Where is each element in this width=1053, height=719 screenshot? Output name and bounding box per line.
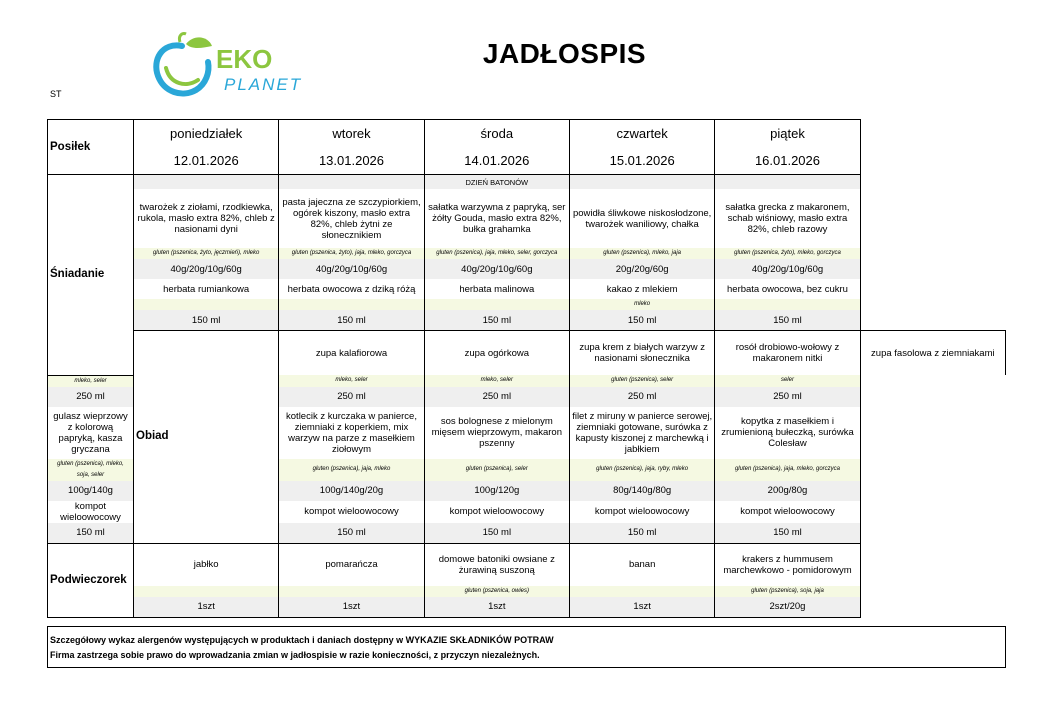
lunch-main-portion-3: 100g/120g <box>424 481 569 501</box>
breakfast-dish-portion-2: 40g/20g/10g/60g <box>279 259 424 279</box>
breakfast-drink-5: herbata owocowa, bez cukru <box>715 279 860 299</box>
lunch-main-2: kotlecik z kurczaka w panierce, ziemniaki z koperkiem, mix warzyw na parze z masełkiem ziołowym <box>279 407 424 459</box>
breakfast-dish-portion-4: 20g/20g/60g <box>569 259 714 279</box>
meal-label-breakfast: Śniadanie <box>48 175 134 376</box>
lunch-main-allergens-3: gluten (pszenica), seler <box>424 459 569 481</box>
breakfast-drink-portion-4: 150 ml <box>569 310 714 331</box>
lunch-drink-portion-2: 150 ml <box>279 523 424 544</box>
meal-column-header: Posiłek <box>48 120 134 175</box>
breakfast-drink-portion-2: 150 ml <box>279 310 424 331</box>
lunch-soup-portion-2: 250 ml <box>279 387 424 407</box>
day-date-4: 15.01.2026 <box>569 147 714 175</box>
lunch-soup-5: zupa fasolowa z ziemniakami <box>860 331 1005 376</box>
lunch-drink-3: kompot wieloowocowy <box>424 501 569 523</box>
lunch-main-allergens-2: gluten (pszenica), jaja, mleko <box>279 459 424 481</box>
snack-dish-5: krakers z hummusem marchewkowo - pomidorowym <box>715 543 860 586</box>
lunch-drink-portion-3: 150 ml <box>424 523 569 544</box>
lunch-main-portion-2: 100g/140g/20g <box>279 481 424 501</box>
snack-dish-allergens-3: gluten (pszenica, owies) <box>424 586 569 597</box>
day-date-2: 13.01.2026 <box>279 147 424 175</box>
breakfast-dish-allergens-1: gluten (pszenica, żyto, jęczmień), mleko <box>134 248 279 259</box>
lunch-drink-2: kompot wieloowocowy <box>279 501 424 523</box>
special-day-cell-1 <box>134 175 279 190</box>
lunch-soup-allergens-5: seler <box>715 375 860 387</box>
breakfast-drink-portion-1: 150 ml <box>134 310 279 331</box>
snack-dish-3: domowe batoniki owsiane z żurawiną suszoną <box>424 543 569 586</box>
breakfast-dish-allergens-4: gluten (pszenica), mleko, jaja <box>569 248 714 259</box>
breakfast-dish-allergens-2: gluten (pszenica, żyto), jaja, mleko, gorczyca <box>279 248 424 259</box>
breakfast-dish-1: twarożek z ziołami, rzodkiewka, rukola, masło extra 82%, chleb z nasionami dyni <box>134 189 279 248</box>
snack-dish-allergens-1 <box>134 586 279 597</box>
snack-dish-portion-3: 1szt <box>424 597 569 618</box>
breakfast-dish-portion-3: 40g/20g/10g/60g <box>424 259 569 279</box>
snack-dish-allergens-5: gluten (pszenica), soja, jaja <box>715 586 860 597</box>
lunch-soup-4: rosół drobiowo-wołowy z makaronem nitki <box>715 331 860 376</box>
breakfast-drink-allergens-1 <box>134 299 279 310</box>
breakfast-dish-5: sałatka grecka z makaronem, schab wiśniowy, masło extra 82%, chleb razowy <box>715 189 860 248</box>
breakfast-drink-4: kakao z mlekiem <box>569 279 714 299</box>
lunch-main-1: gulasz wieprzowy z kolorową papryką, kasza gryczana <box>48 407 134 459</box>
day-name-4: czwartek <box>569 120 714 148</box>
note-label: ST <box>50 89 62 99</box>
lunch-main-portion-4: 80g/140g/80g <box>569 481 714 501</box>
lunch-main-allergens-5: gluten (pszenica), jaja, mleko, gorczyca <box>715 459 860 481</box>
special-day-cell-4 <box>569 175 714 190</box>
breakfast-drink-portion-3: 150 ml <box>424 310 569 331</box>
lunch-soup-allergens-2: mleko, seler <box>279 375 424 387</box>
lunch-soup-portion-4: 250 ml <box>569 387 714 407</box>
day-name-5: piątek <box>715 120 860 148</box>
snack-dish-portion-2: 1szt <box>279 597 424 618</box>
lunch-main-4: filet z miruny w panierce serowej, ziemniaki gotowane, surówka z kapusty kiszonej z marchewką i jabłkiem <box>569 407 714 459</box>
lunch-main-portion-5: 200g/80g <box>715 481 860 501</box>
footer-allergen-note: Szczegółowy wykaz alergenów występujących w produktach i daniach dostępny w WYKAZIE SKŁADNIKÓW POTRAW <box>50 635 554 645</box>
breakfast-dish-3: sałatka warzywna z papryką, ser żółty Gouda, masło extra 82%, bułka grahamka <box>424 189 569 248</box>
special-day-cell-3: DZIEŃ BATONÓW <box>424 175 569 190</box>
lunch-drink-5: kompot wieloowocowy <box>715 501 860 523</box>
lunch-soup-portion-1: 250 ml <box>48 387 134 407</box>
snack-dish-2: pomarańcza <box>279 543 424 586</box>
lunch-soup-1: zupa kalafiorowa <box>279 331 424 376</box>
snack-dish-portion-5: 2szt/20g <box>715 597 860 618</box>
lunch-main-3: sos bolognese z mielonym mięsem wieprzowym, makaron pszenny <box>424 407 569 459</box>
lunch-drink-1: kompot wieloowocowy <box>48 501 134 523</box>
breakfast-dish-4: powidła śliwkowe niskosłodzone, twarożek waniliowy, chałka <box>569 189 714 248</box>
page-title: JADŁOSPIS <box>482 38 647 69</box>
snack-dish-allergens-2 <box>279 586 424 597</box>
lunch-main-portion-1: 100g/140g <box>48 481 134 501</box>
meal-label-snack: Podwieczorek <box>48 543 134 617</box>
lunch-soup-3: zupa krem z białych warzyw z nasionami słonecznika <box>569 331 714 376</box>
breakfast-drink-3: herbata malinowa <box>424 279 569 299</box>
special-day-cell-5 <box>715 175 860 190</box>
breakfast-drink-2: herbata owocowa z dziką różą <box>279 279 424 299</box>
lunch-soup-portion-5: 250 ml <box>715 387 860 407</box>
breakfast-dish-allergens-5: gluten (pszenica, żyto), mleko, gorczyca <box>715 248 860 259</box>
snack-dish-1: jabłko <box>134 543 279 586</box>
breakfast-dish-allergens-3: gluten (pszenica), jaja, mleko, seler, gorczyca <box>424 248 569 259</box>
lunch-soup-2: zupa ogórkowa <box>424 331 569 376</box>
day-name-2: wtorek <box>279 120 424 148</box>
breakfast-dish-2: pasta jajeczna ze szczypiorkiem, ogórek kiszony, masło extra 82%, chleb żytni ze słonecznikiem <box>279 189 424 248</box>
meal-label-lunch: Obiad <box>134 331 279 544</box>
lunch-soup-allergens-4: gluten (pszenica), seler <box>569 375 714 387</box>
snack-dish-portion-4: 1szt <box>569 597 714 618</box>
breakfast-drink-portion-5: 150 ml <box>715 310 860 331</box>
footer-notes <box>47 626 1006 668</box>
breakfast-drink-1: herbata rumiankowa <box>134 279 279 299</box>
breakfast-drink-allergens-4: mleko <box>569 299 714 310</box>
breakfast-drink-allergens-3 <box>424 299 569 310</box>
day-date-3: 14.01.2026 <box>424 147 569 175</box>
breakfast-drink-allergens-5 <box>715 299 860 310</box>
day-name-3: środa <box>424 120 569 148</box>
lunch-main-5: kopytka z masełkiem i zrumienioną bułeczką, surówka Colesław <box>715 407 860 459</box>
lunch-soup-allergens-1: mleko, seler <box>48 375 134 387</box>
special-day-cell-2 <box>279 175 424 190</box>
snack-dish-4: banan <box>569 543 714 586</box>
lunch-soup-portion-3: 250 ml <box>424 387 569 407</box>
snack-dish-portion-1: 1szt <box>134 597 279 618</box>
menu-table <box>47 119 1006 618</box>
day-name-1: poniedziałek <box>134 120 279 148</box>
lunch-drink-portion-5: 150 ml <box>715 523 860 544</box>
breakfast-drink-allergens-2 <box>279 299 424 310</box>
day-date-1: 12.01.2026 <box>134 147 279 175</box>
footer-disclaimer: Firma zastrzega sobie prawo do wprowadzania zmian w jadłospisie w razie konieczności, z przyczyn niezależnych. <box>50 650 540 660</box>
lunch-main-allergens-1: gluten (pszenica), mleko, soja, seler <box>48 459 134 481</box>
lunch-soup-allergens-3: mleko, seler <box>424 375 569 387</box>
day-date-5: 16.01.2026 <box>715 147 860 175</box>
snack-dish-allergens-4 <box>569 586 714 597</box>
lunch-drink-portion-1: 150 ml <box>48 523 134 544</box>
lunch-drink-4: kompot wieloowocowy <box>569 501 714 523</box>
lunch-drink-portion-4: 150 ml <box>569 523 714 544</box>
lunch-main-allergens-4: gluten (pszenica), jaja, ryby, mleko <box>569 459 714 481</box>
breakfast-dish-portion-5: 40g/20g/10g/60g <box>715 259 860 279</box>
breakfast-dish-portion-1: 40g/20g/10g/60g <box>134 259 279 279</box>
logo-text-planet: PLANET <box>224 75 303 94</box>
logo-text-eko: EKO <box>216 44 273 74</box>
